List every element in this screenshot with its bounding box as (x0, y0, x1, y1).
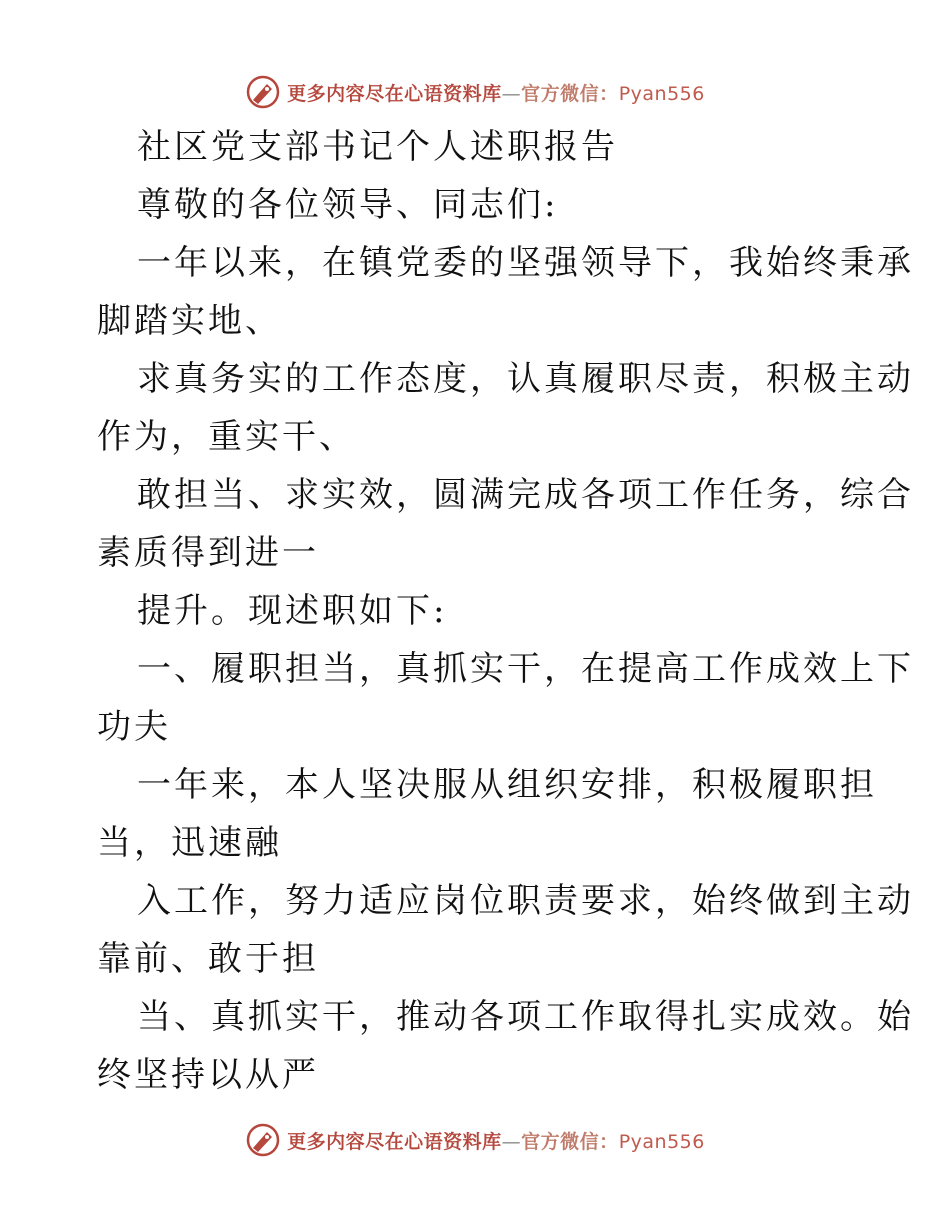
document-body (97, 118, 914, 1104)
pen-nib-icon (245, 1122, 281, 1158)
banner-text (287, 1127, 705, 1154)
banner-wechat-id: Pyan556 (618, 1130, 705, 1153)
paragraph-line: 求真务实的工作态度，认真履职尽责，积极主动 (137, 359, 914, 399)
paragraph-line: 提升。现述职如下: (137, 591, 448, 631)
paragraph-line: 素质得到进一 (97, 533, 319, 573)
paragraph-line: 脚踏实地、 (97, 301, 282, 341)
banner-dash: — (501, 1130, 522, 1153)
paragraph-line: 一年以来，在镇党委的坚强领导下，我始终秉承 (137, 243, 914, 283)
paragraph-line: 敢担当、求实效，圆满完成各项工作任务，综合 (137, 475, 914, 515)
banner-text (287, 79, 705, 106)
paragraph-line: 入工作，努力适应岗位职责要求，始终做到主动 (137, 881, 914, 921)
paragraph-line: 终坚持以从严 (97, 1055, 319, 1095)
section-heading-line: 一、履职担当，真抓实干，在提高工作成效上下 (137, 649, 914, 689)
banner-wechat-id: Pyan556 (618, 82, 705, 105)
banner-dash: — (501, 82, 522, 105)
paragraph-line: 靠前、敢于担 (97, 939, 319, 979)
paragraph-line: 一年来，本人坚决服从组织安排，积极履职担 (137, 765, 877, 805)
section-heading-line: 功夫 (97, 707, 171, 747)
banner-wechat-label: 官方微信： (521, 82, 619, 105)
banner-wechat-label: 官方微信： (521, 1130, 619, 1153)
paragraph-line: 当，迅速融 (97, 823, 282, 863)
header-watermark-banner (0, 70, 950, 114)
pen-nib-icon (245, 74, 281, 110)
banner-main-text: 更多内容尽在心语资料库 (287, 1130, 502, 1153)
footer-watermark-banner (0, 1118, 950, 1162)
document-title: 社区党支部书记个人述职报告 (137, 127, 618, 167)
banner-main-text: 更多内容尽在心语资料库 (287, 82, 502, 105)
salutation-line: 尊敬的各位领导、同志们: (137, 185, 559, 225)
paragraph-line: 当、真抓实干，推动各项工作取得扎实成效。始 (137, 997, 914, 1037)
paragraph-line: 作为，重实干、 (97, 417, 356, 457)
